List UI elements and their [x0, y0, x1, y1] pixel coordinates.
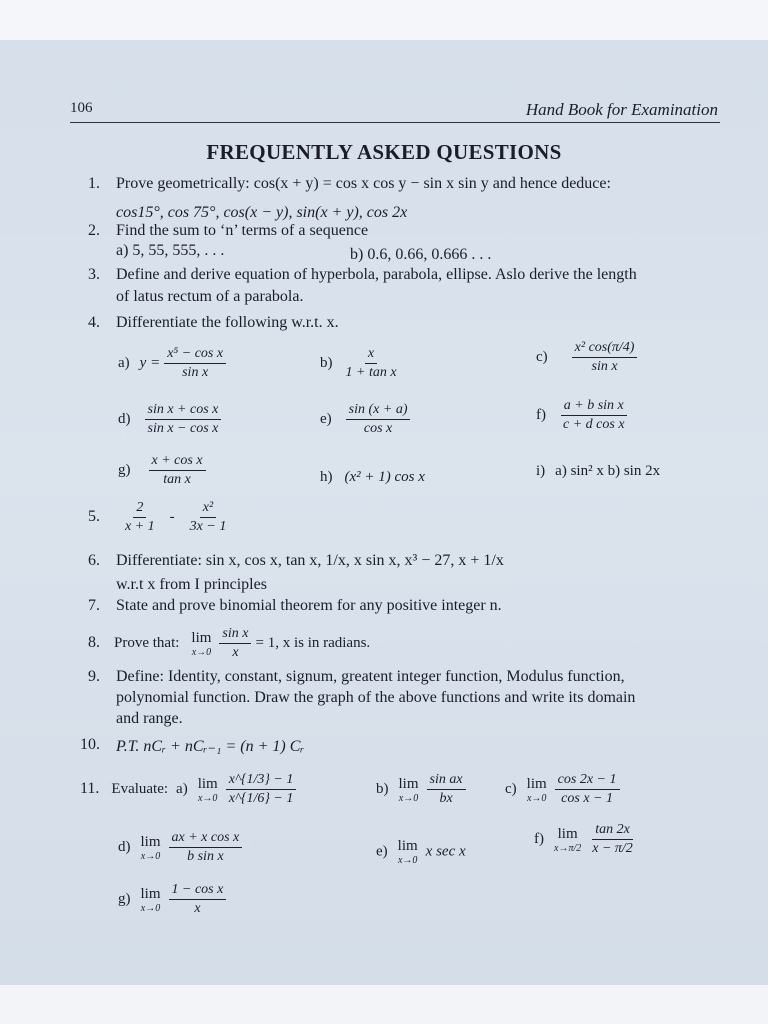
limit-operator: lim x→0 — [526, 775, 547, 804]
minus-sign: - — [169, 509, 175, 526]
item-expression: (x² + 1) cos x — [344, 469, 425, 485]
q8-prefix: Prove that: — [114, 635, 180, 652]
fraction: $\frac{\text{a + b sin x}}{\text{c + d cos x}}$ — [560, 398, 628, 433]
limit-operator: lim x→0 — [191, 629, 212, 658]
q9-number: 9. — [88, 668, 100, 685]
q3-number: 3. — [88, 266, 100, 283]
item-label: a) — [176, 781, 188, 798]
q4-item-c — [536, 340, 637, 375]
fraction: $\frac{\text{x + cos x}}{\text{tan x}}$ — [149, 453, 206, 488]
fraction: $\frac{\text{x² cos(π/4)}}{\text{sin x}}$ — [572, 340, 638, 375]
page-title: FREQUENTLY ASKED QUESTIONS — [206, 140, 562, 164]
item-expression: a) sin² x b) sin 2x — [555, 463, 661, 479]
item-label: b) — [376, 781, 389, 798]
limit-operator: lim x→0 — [140, 833, 161, 862]
q9-line2: polynomial function. Draw the graph of the above functions and write its domain — [116, 689, 636, 706]
fraction: $\frac{\text{1 − cos x}}{x}$ — [169, 882, 227, 917]
q5-number: 5. — [88, 508, 100, 526]
q1-line1: Prove geometrically: cos(x + y) = cos x cos y − sin x sin y and hence deduce: — [116, 175, 611, 192]
limit-operator: lim x→π/2 — [554, 825, 582, 854]
item-label: h) — [320, 469, 333, 485]
fraction: $\frac{x\^{}\{1/3\} - 1}{x\^{}\{1/6\} - 1}$ — [226, 772, 297, 807]
limit-operator: lim x→0 — [140, 885, 161, 914]
q1-number: 1. — [88, 175, 100, 192]
q6-line2: w.r.t x from I principles — [116, 576, 267, 593]
q11-item-g — [118, 882, 226, 917]
fraction: $\frac{\cos 2x - 1}{\text{cos x − 1}}$ — [555, 772, 620, 807]
item-label: d) — [118, 839, 131, 856]
fraction: $\frac{\text{ax + x cos x}}{\text{b sin x}}$ — [169, 830, 243, 865]
fraction: $\frac{\sin (x + a)}{\text{cos x}}$ — [346, 402, 411, 437]
q6-line1: Differentiate: sin x, cos x, tan x, 1/x, x sin x, x³ − 27, x + 1/x — [116, 552, 504, 569]
fraction: $\frac{\text{sin x}}{x}$ — [219, 626, 251, 661]
item-prefix: y = — [139, 355, 161, 372]
q3-line1: Define and derive equation of hyperbola, parabola, ellipse. Aslo derive the length — [116, 266, 637, 283]
fraction: $\frac{\text{x²}}{3x - 1}$ — [189, 500, 227, 534]
q6-number: 6. — [88, 552, 100, 569]
q10-number: 10. — [80, 736, 100, 753]
item-label: e) — [320, 411, 332, 428]
q1-line2: cos15°, cos 75°, cos(x − y), sin(x + y), cos 2x — [116, 204, 408, 221]
q4-line1: Differentiate the following w.r.t. x. — [116, 314, 339, 331]
q11-row1 — [80, 772, 296, 807]
q11-prefix: Evaluate: — [111, 781, 169, 798]
q7-number: 7. — [88, 597, 100, 614]
fraction: $\frac{x}{\text{1 + tan x}}$ — [345, 346, 397, 380]
q4-item-e — [320, 402, 410, 437]
q4-item-i — [536, 462, 660, 480]
item-label: a) — [118, 355, 130, 372]
q7-line1: State and prove binomial theorem for any positive integer n. — [116, 597, 502, 614]
running-head: Hand Book for Examination — [525, 100, 718, 119]
page-number: 106 — [70, 100, 93, 116]
item-label: i) — [536, 463, 546, 479]
item-label: g) — [118, 891, 131, 908]
q4-item-h — [320, 468, 425, 486]
q3-line2: of latus rectum of a parabola. — [116, 288, 304, 305]
header-rule — [70, 122, 720, 123]
item-label: c) — [505, 781, 517, 798]
fraction: $\frac{\text{sin x + cos x}}{\text{sin x − cos x}}$ — [145, 402, 222, 437]
item-label: c) — [536, 349, 548, 366]
q11-item-b — [376, 772, 466, 807]
q4-item-a — [118, 346, 226, 381]
fraction: $\frac{\text{sin ax}}{bx}$ — [427, 772, 466, 807]
q8-number: 8. — [88, 634, 100, 652]
item-expression: x sec x — [425, 843, 466, 860]
q4-number: 4. — [88, 314, 100, 331]
q2-number: 2. — [88, 222, 100, 239]
q5 — [88, 500, 229, 535]
q9-line1: Define: Identity, constant, signum, greatent integer function, Modulus function, — [116, 668, 625, 685]
limit-operator: lim x→0 — [397, 838, 418, 866]
q2-part-a: a) 5, 55, 555, . . . — [116, 242, 225, 259]
q4-item-b — [320, 346, 400, 381]
q8-suffix: = 1, x is in radians. — [255, 635, 371, 652]
q11-number: 11. — [80, 780, 100, 798]
scan-top-margin — [0, 0, 768, 40]
scan-bottom-margin — [0, 985, 768, 1024]
q10-text: P.T. nCᵣ + nCᵣ₋₁ = (n + 1) Cᵣ — [116, 738, 305, 755]
item-label: e) — [376, 843, 388, 860]
q9-line3: and range. — [116, 710, 183, 727]
item-label: f) — [534, 831, 544, 848]
fraction: $\frac{\text{x⁵ − cos x}}{\text{sin x}}$ — [164, 346, 226, 381]
limit-operator: lim x→0 — [398, 775, 419, 804]
q2-part-b: b) 0.6, 0.66, 0.666 . . . — [350, 246, 492, 263]
item-label: f) — [536, 407, 546, 424]
item-label: d) — [118, 411, 131, 428]
item-label: g) — [118, 462, 131, 479]
q11-item-f — [534, 822, 636, 857]
q11-item-c — [505, 772, 620, 807]
q4-item-d — [118, 402, 221, 437]
q8 — [88, 626, 370, 661]
q4-item-f — [536, 398, 628, 433]
limit-operator: lim x→0 — [197, 775, 218, 804]
item-label: b) — [320, 355, 333, 372]
q4-item-g — [118, 453, 206, 488]
q11-item-e — [376, 838, 466, 866]
fraction: $\frac{2}{x + 1}$ — [125, 500, 155, 534]
q2-line1: Find the sum to ‘n’ terms of a sequence — [116, 222, 369, 239]
q11-item-d — [118, 830, 242, 865]
fraction: $\frac{\tan 2x}{x - \pi/2}$ — [592, 822, 633, 856]
